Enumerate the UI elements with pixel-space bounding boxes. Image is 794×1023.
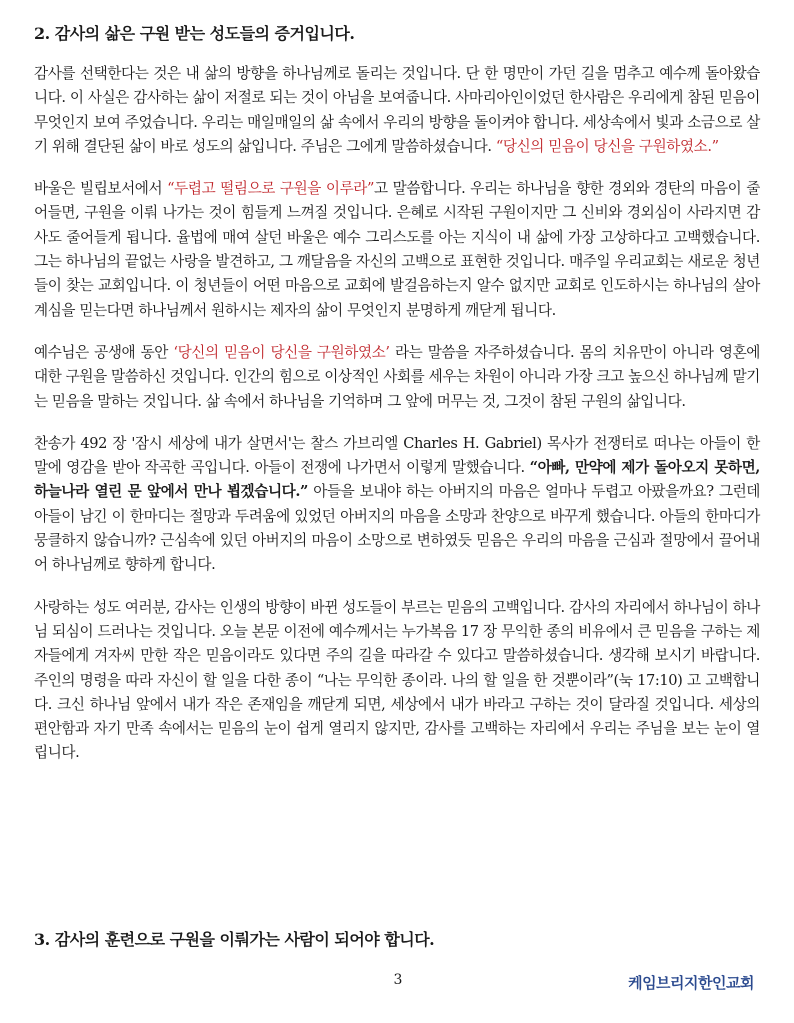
- paragraph-3-quote: ‘당신의 믿음이 당신을 구원하였소’: [173, 343, 390, 361]
- document-page: [34, 22, 760, 766]
- paragraph-1: [34, 62, 760, 159]
- paragraph-2-pre: 바울은 빌립보서에서: [34, 180, 168, 198]
- paragraph-4-quote: “아빠, 만약에 제가 돌아오지 못하면, 하늘나라 열린 문 앞에서 만나 뵙겠습니다.”: [34, 459, 760, 501]
- paragraph-2: [34, 177, 760, 323]
- page-number: 3: [393, 972, 403, 988]
- paragraph-5: 사랑하는 성도 여러분, 감사는 인생의 방향이 바뀐 성도들이 부르는 믿음의 고백입니다. 감사의 자리에서 하나님이 하나님 되심이 드러나는 것입니다. 오늘 본문 이전에 예수께서는 누가복음 17 장 무익한 종의 비유에서 큰 믿음을 구하는 제자들에게 겨자씨 만한 작은 믿음이라도 있다면 주의 길을 따라갈 수 있다고 말씀하셨습니다. 생각해 보시기 바랍니다. 주인의 명령을 따라 자신이 할 일을 다한 종이 “나는 무익한 종이라. 나의 할 일을 한 것뿐이라”(눅 17:10) 고 고백합니다. 크신 하나님 앞에서 내가 작은 존재임을 깨닫게 되면, 세상에서 내가 바라고 구하는 것이 달라질 것입니다. 세상의 편안함과 자기 만족 속에서는 믿음의 눈이 쉽게 열리지 않지만, 감사를 고백하는 자리에서 우리는 주님을 보는 눈이 열립니다.: [34, 598, 760, 762]
- paragraph-1-quote: “당신의 믿음이 당신을 구원하였소.”: [495, 137, 719, 155]
- paragraph-4-pre: 찬송가 492 장 '잠시 세상에 내가 살면서'는 찰스 가브리엘 Charles H. Gabriel) 목사가 전쟁터로 떠나는 아들이 한 말에 영감을 받아 작곡한 곡입니다. 아들이 전쟁에 나가면서 이렇게 말했습니다.: [34, 434, 760, 477]
- section-2-heading: 2. 감사의 삶은 구원 받는 성도들의 증거입니다.: [34, 24, 355, 43]
- paragraph-4-post: 아들을 보내야 하는 아버지의 마음은 얼마나 두렵고 아팠을까요? 그런데 아들이 남긴 이 한마디는 절망과 두려움에 있었던 아버지의 마음을 소망과 찬양으로 바꾸게 했습니다. 아들의 한마디가 뭉클하지 않습니까? 근심속에 있던 아버지의 마음이 소망으로 변하였듯 믿음은 우리의 마음을 근심과 절망에서 끌어내어 하나님께로 향하게 합니다.: [34, 483, 760, 574]
- paragraph-4: [34, 432, 760, 578]
- paragraph-3-pre: 예수님은 공생애 동안: [34, 343, 174, 361]
- paragraph-3: [34, 341, 760, 414]
- paragraph-3-post: 라는 말씀을 자주하셨습니다. 몸의 치유만이 아니라 영혼에 대한 구원을 말씀하신 것입니다. 인간의 힘으로 이상적인 사회를 세우는 차원이 아니라 가장 크고 높으신 하나님께 맡기는 믿음을 말하는 것입니다. 삶 속에서 하나님을 기억하며 그 앞에 머무는 것, 그것이 참된 구원의 삶입니다.: [34, 343, 761, 410]
- section-3-heading: 3. 감사의 훈련으로 구원을 이뤄가는 사람이 되어야 합니다.: [34, 930, 435, 949]
- paragraph-2-post: 고 말씀합니다. 우리는 하나님을 향한 경외와 경탄의 마음이 줄어들면, 구원을 이뤄 나가는 것이 힘들게 느껴질 것입니다. 은혜로 시작된 구원이지만 그 신비와 경외심이 사라지면 감사도 줄어들게 됩니다. 율법에 매여 살던 바울은 예수 그리스도를 아는 지식이 내 삶에 가장 고상하다고 고백했습니다. 그는 하나님의 끝없는 사랑을 발견하고, 그 깨달음을 자신의 고백으로 표현한 것입니다. 매주일 우리교회는 새로운 청년들이 찾는 교회입니다. 이 청년들이 어떤 마음으로 교회에 발걸음하는지 알수 없지만 교회로 인도하시는 하나님의 살아계심을 믿는다면 하나님께서 원하시는 제자의 삶이 무엇인지 분명하게 깨닫게 됩니다.: [34, 180, 760, 319]
- paragraph-1-text: 감사를 선택한다는 것은 내 삶의 방향을 하나님께로 돌리는 것입니다. 단 한 명만이 가던 길을 멈추고 예수께 돌아왔습니다. 이 사실은 감사하는 삶이 저절로 되는 것이 아님을 보여줍니다. 사마리아인이었던 한사람은 우리에게 참된 믿음이 무엇인지 보여 주었습니다. 우리는 매일매일의 삶 속에서 우리의 방향을 돌이켜야 합니다. 세상속에서 빛과 소금으로 살기 위해 결단된 삶이 바로 성도의 삶입니다. 주님은 그에게 말씀하셨습니다.: [34, 65, 760, 155]
- paragraph-2-quote: “두렵고 떨림으로 구원을 이루라”: [167, 180, 375, 198]
- church-name: 케임브리지한인교회: [628, 974, 754, 992]
